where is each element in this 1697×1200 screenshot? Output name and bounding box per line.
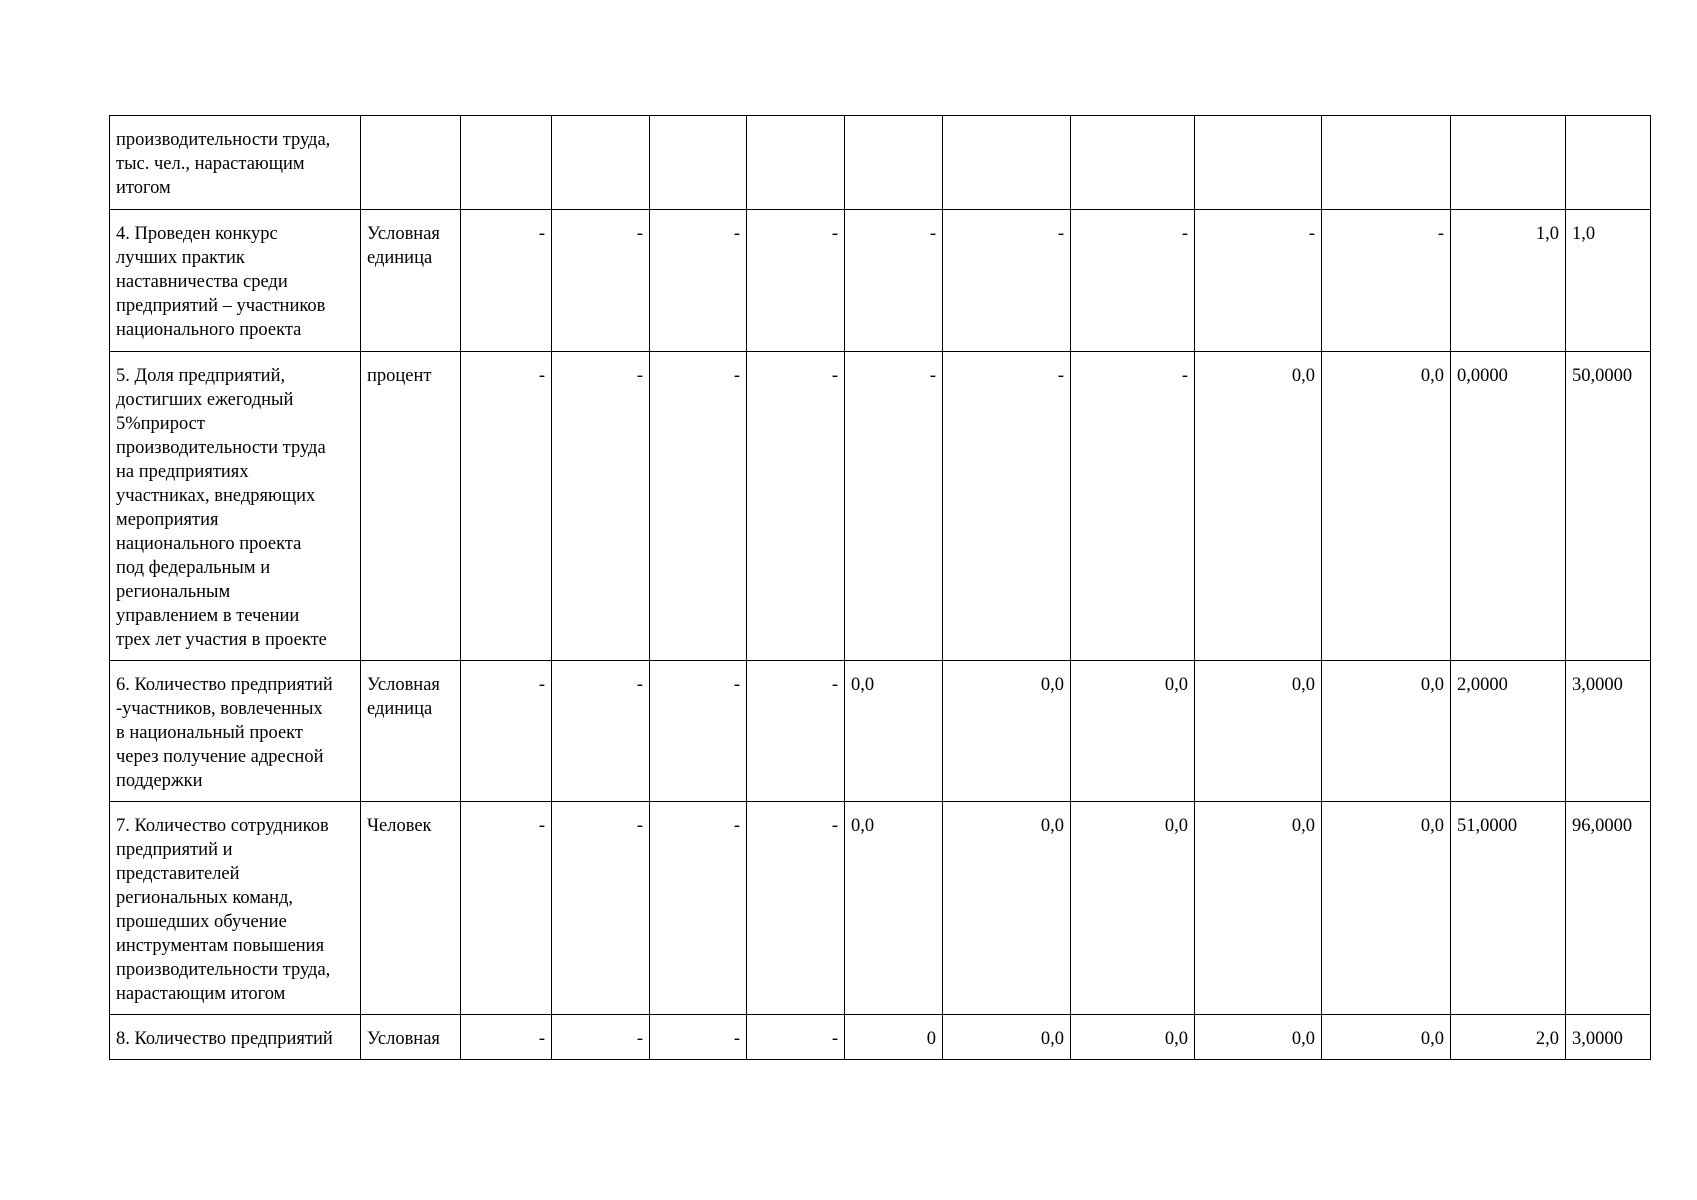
value-cell: 0,0: [1322, 352, 1451, 661]
value-cell: [1451, 116, 1566, 210]
value-cell: -: [943, 352, 1071, 661]
value-cell: 0,0: [1322, 802, 1451, 1015]
value-cell: 0,0: [943, 802, 1071, 1015]
value-cell: -: [747, 210, 845, 352]
value-cell: 1,0: [1451, 210, 1566, 352]
unit-cell: Условная единица: [361, 661, 461, 802]
value-cell: -: [1322, 210, 1451, 352]
value-cell: [1071, 116, 1195, 210]
value-cell: [461, 116, 552, 210]
value-cell: 0,0: [1071, 802, 1195, 1015]
value-cell: 0,0: [1195, 661, 1322, 802]
value-cell: -: [1071, 352, 1195, 661]
value-cell: -: [650, 661, 747, 802]
table-row: [110, 802, 1651, 1015]
value-cell: -: [552, 661, 650, 802]
table-row: [110, 210, 1651, 352]
value-cell: -: [747, 352, 845, 661]
value-cell: 50,0000: [1566, 352, 1651, 661]
value-cell: 0: [845, 1015, 943, 1060]
indicator-name: 6. Количество предприятий -участников, вовлеченных в национальный проект через получение адресной поддержки: [110, 661, 361, 802]
value-cell: -: [461, 210, 552, 352]
value-cell: 0,0000: [1451, 352, 1566, 661]
value-cell: -: [552, 352, 650, 661]
unit-cell: [361, 116, 461, 210]
value-cell: -: [845, 352, 943, 661]
value-cell: 0,0: [1071, 1015, 1195, 1060]
value-cell: 51,0000: [1451, 802, 1566, 1015]
value-cell: [552, 116, 650, 210]
value-cell: -: [461, 352, 552, 661]
value-cell: 0,0: [1195, 802, 1322, 1015]
indicator-name: 7. Количество сотрудников предприятий и представителей региональных команд, прошедших обучение инструментам повышения производительности труда, нарастающим итогом: [110, 802, 361, 1015]
value-cell: 0,0: [1322, 661, 1451, 802]
value-cell: -: [943, 210, 1071, 352]
indicator-name: 4. Проведен конкурс лучших практик наставничества среди предприятий – участников национального проекта: [110, 210, 361, 352]
value-cell: -: [552, 1015, 650, 1060]
value-cell: [1322, 116, 1451, 210]
value-cell: [1195, 116, 1322, 210]
value-cell: 2,0: [1451, 1015, 1566, 1060]
value-cell: 3,0000: [1566, 661, 1651, 802]
value-cell: -: [461, 661, 552, 802]
value-cell: 0,0: [1322, 1015, 1451, 1060]
value-cell: [1566, 116, 1651, 210]
value-cell: -: [1071, 210, 1195, 352]
value-cell: -: [650, 210, 747, 352]
unit-cell: Условная: [361, 1015, 461, 1060]
value-cell: -: [747, 661, 845, 802]
value-cell: -: [650, 352, 747, 661]
value-cell: 96,0000: [1566, 802, 1651, 1015]
value-cell: -: [747, 1015, 845, 1060]
indicator-name: производительности труда, тыс. чел., нарастающим итогом: [110, 116, 361, 210]
table-row: [110, 1015, 1651, 1060]
value-cell: -: [747, 802, 845, 1015]
indicator-name: 5. Доля предприятий, достигших ежегодный 5%прирост производительности труда на предприятиях участниках, внедряющих мероприятия национального проекта под федеральным и региональным управлением в течении трех лет участия в проекте: [110, 352, 361, 661]
value-cell: 0,0: [1195, 352, 1322, 661]
value-cell: -: [552, 802, 650, 1015]
value-cell: [943, 116, 1071, 210]
unit-cell: Условная единица: [361, 210, 461, 352]
value-cell: -: [461, 802, 552, 1015]
value-cell: -: [1195, 210, 1322, 352]
value-cell: -: [552, 210, 650, 352]
value-cell: [845, 116, 943, 210]
value-cell: [650, 116, 747, 210]
value-cell: -: [461, 1015, 552, 1060]
value-cell: 0,0: [1071, 661, 1195, 802]
value-cell: 0,0: [1195, 1015, 1322, 1060]
indicator-name: 8. Количество предприятий: [110, 1015, 361, 1060]
table-row: [110, 661, 1651, 802]
value-cell: 0,0: [943, 661, 1071, 802]
value-cell: 0,0: [845, 802, 943, 1015]
indicators-table: [109, 115, 1651, 1060]
value-cell: -: [845, 210, 943, 352]
value-cell: -: [650, 1015, 747, 1060]
unit-cell: Человек: [361, 802, 461, 1015]
value-cell: -: [650, 802, 747, 1015]
value-cell: [747, 116, 845, 210]
value-cell: 3,0000: [1566, 1015, 1651, 1060]
value-cell: 2,0000: [1451, 661, 1566, 802]
value-cell: 1,0: [1566, 210, 1651, 352]
value-cell: 0,0: [845, 661, 943, 802]
unit-cell: процент: [361, 352, 461, 661]
table-row: [110, 116, 1651, 210]
table-row: [110, 352, 1651, 661]
value-cell: 0,0: [943, 1015, 1071, 1060]
